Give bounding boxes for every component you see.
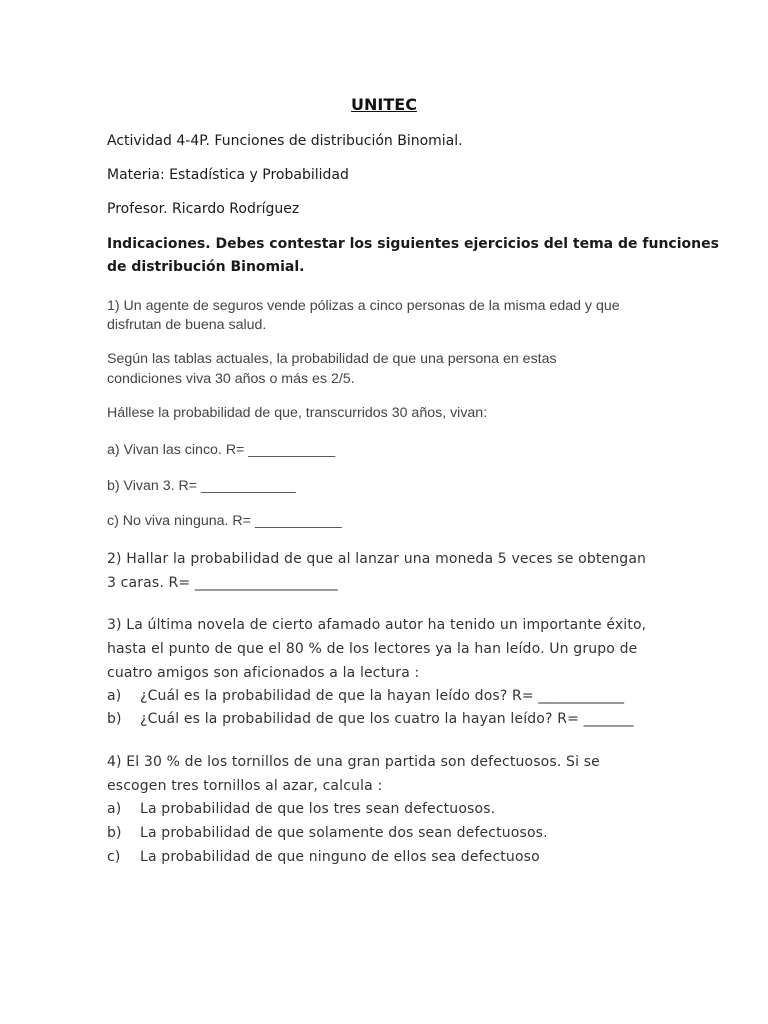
document-title: UNITEC bbox=[351, 95, 417, 114]
exercise3-statement-2: hasta el punto de que el 80 % de los lectores ya la han leído. Un grupo de bbox=[107, 641, 638, 657]
exercise4-statement-2: escogen tres tornillos al azar, calcula : bbox=[107, 778, 383, 794]
exercise1-statement-2: disfrutan de buena salud. bbox=[107, 317, 267, 333]
instructions-line-1: Indicaciones. Debes contestar los siguientes ejercicios del tema de funciones bbox=[107, 236, 719, 252]
instructions-line-2: de distribución Binomial. bbox=[107, 259, 305, 275]
exercise4-question-a bbox=[107, 801, 495, 817]
exercise3-question-a-label: a) bbox=[107, 688, 122, 704]
exercise3-statement-3: cuatro amigos son aficionados a la lectura : bbox=[107, 665, 420, 681]
exercise1-statement-5: Hállese la probabilidad de que, transcurridos 30 años, vivan: bbox=[107, 405, 488, 421]
exercise4-question-b-text: La probabilidad de que solamente dos sean defectuosos. bbox=[140, 825, 548, 841]
exercise3-question-a-text: ¿Cuál es la probabilidad de que la hayan leído dos? R= ____________ bbox=[140, 688, 625, 704]
exercise4-question-a-label: a) bbox=[107, 801, 122, 817]
exercise3-question-b bbox=[107, 711, 634, 727]
subject-line: Materia: Estadística y Probabilidad bbox=[107, 167, 349, 183]
exercise4-question-c-label: c) bbox=[107, 849, 121, 865]
exercise1-question-b: b) Vivan 3. R= ____________ bbox=[107, 478, 296, 494]
activity-line: Actividad 4-4P. Funciones de distribución Binomial. bbox=[107, 133, 463, 149]
teacher-line: Profesor. Ricardo Rodríguez bbox=[107, 201, 300, 217]
exercise2-statement-2: 3 caras. R= ____________________ bbox=[107, 575, 338, 591]
exercise4-statement-1: 4) El 30 % de los tornillos de una gran partida son defectuosos. Si se bbox=[107, 754, 600, 770]
exercise1-statement-1: 1) Un agente de seguros vende pólizas a cinco personas de la misma edad y que bbox=[107, 298, 620, 314]
exercise3-statement-1: 3) La última novela de cierto afamado autor ha tenido un importante éxito, bbox=[107, 617, 647, 633]
exercise2-statement-1: 2) Hallar la probabilidad de que al lanzar una moneda 5 veces se obtengan bbox=[107, 551, 647, 567]
exercise1-question-c: c) No viva ninguna. R= ___________ bbox=[107, 513, 342, 529]
exercise1-statement-4: condiciones viva 30 años o más es 2/5. bbox=[107, 371, 355, 387]
exercise1-question-a: a) Vivan las cinco. R= ___________ bbox=[107, 442, 336, 458]
exercise4-question-b bbox=[107, 825, 548, 841]
exercise3-question-a bbox=[107, 688, 624, 704]
exercise4-question-c-text: La probabilidad de que ninguno de ellos sea defectuoso bbox=[140, 849, 540, 865]
exercise4-question-c bbox=[107, 849, 540, 865]
exercise4-question-b-label: b) bbox=[107, 825, 122, 841]
exercise1-statement-3: Según las tablas actuales, la probabilidad de que una persona en estas bbox=[107, 351, 557, 367]
exercise3-question-b-label: b) bbox=[107, 711, 122, 727]
exercise4-question-a-text: La probabilidad de que los tres sean defectuosos. bbox=[140, 801, 496, 817]
exercise3-question-b-text: ¿Cuál es la probabilidad de que los cuatro la hayan leído? R= _______ bbox=[140, 711, 634, 727]
